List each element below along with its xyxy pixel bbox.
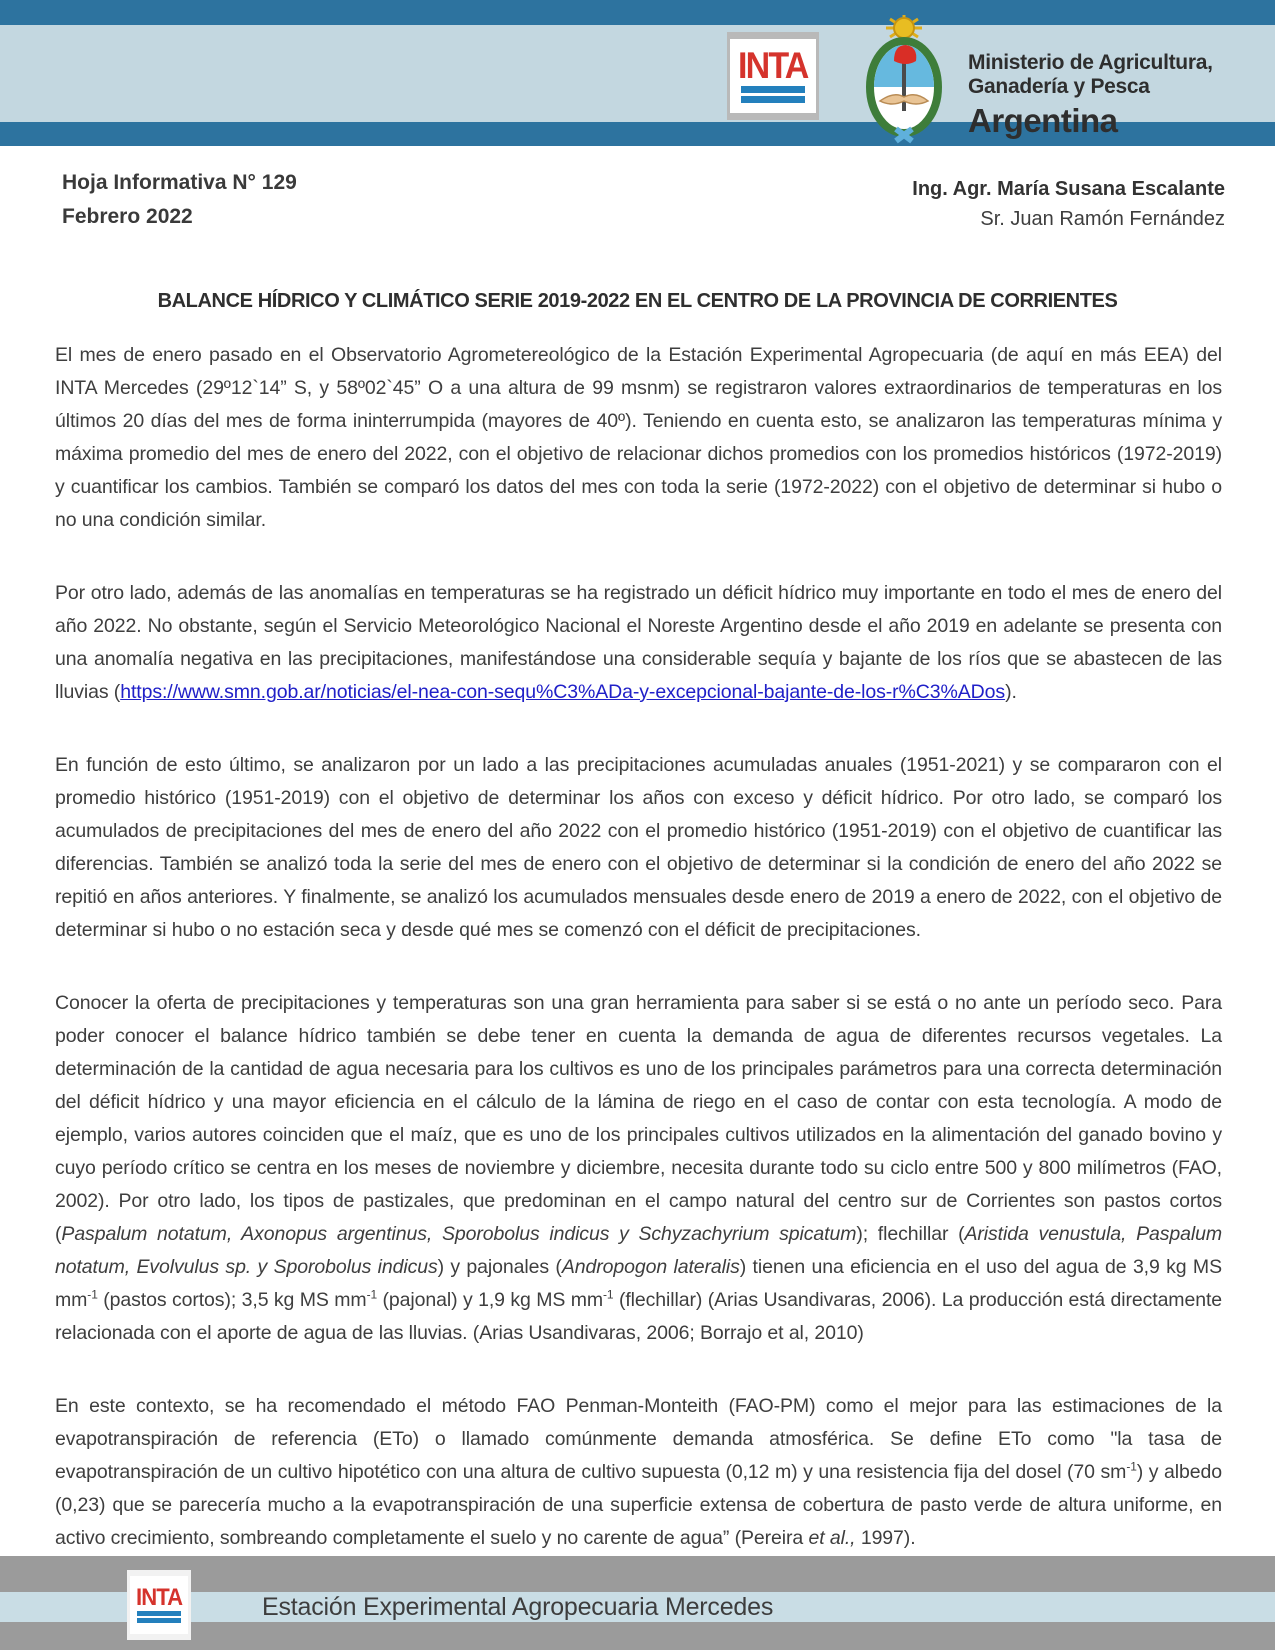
- masthead: [62, 166, 1225, 234]
- ministry-line1: Ministerio de Agricultura,: [968, 51, 1213, 74]
- inta-logo: [727, 32, 819, 120]
- superscript-exponent: -1: [87, 1287, 98, 1302]
- inta-logo-stripe: [741, 96, 805, 103]
- inta-logo-panel: [730, 39, 816, 113]
- document-title: BALANCE HÍDRICO Y CLIMÁTICO SERIE 2019-2022 EN EL CENTRO DE LA PROVINCIA DE CORRIENTES: [157, 290, 1118, 312]
- ministry-block: [968, 51, 1213, 140]
- superscript-exponent: -1: [366, 1287, 378, 1302]
- inta-logo-text: INTA: [738, 45, 808, 86]
- text-run: (pastos cortos); 3,5 kg MS mm: [97, 1289, 367, 1311]
- bulletin-number: Hoja Informativa N° 129: [62, 171, 297, 194]
- paragraph: [55, 1390, 1222, 1555]
- header-band: [0, 25, 1275, 139]
- text-run: (flechillar) (Arias Usandivaras, 2006). La producción está directamente relacionada con el aporte de agua de las lluvias. (Arias Usandivaras, 2006; Borrajo et al, 2010): [55, 1289, 1223, 1344]
- italic-text: Aristida venustula, Paspalum notatum, Evolvulus sp. y Sporobolus indicus: [55, 1223, 1222, 1278]
- author-secondary: Sr. Juan Ramón Fernández: [980, 208, 1225, 230]
- text-run: ) y albedo (0,23) que se parecería mucho a la evapotranspiración de una superficie extensa de cobertura de pasto verde de altura uniforme, en activo crecimiento, sombreando completamente el suelo y no carente de agua” (Pereira: [55, 1461, 1222, 1549]
- station-name: Estación Experimental Agropecuaria Mercedes: [262, 1593, 774, 1621]
- text-run: El mes de enero pasado en el Observatorio Agrometereológico de la Estación Experimental Agropecuaria (de aquí en más EEA) del INTA Mercedes (29º12`14” S, y 58º02`45” O a una altura de 99 msnm) se registraron valores extraordinarios de temperaturas en los últimos 20 días del mes de forma ininterrumpida (mayores de 40º). Teniendo en cuenta esto, se analizaron las temperaturas mínima y máxima promedio del mes de enero del 2022, con el objetivo de relacionar dichos promedios con los promedios históricos (1972-2019) y cuantificar los cambios. También se comparó los datos del mes con toda la serie (1972-2022) con el objetivo de determinar si hubo o no una condición similar.: [55, 344, 1222, 531]
- superscript-exponent: -1: [603, 1287, 614, 1302]
- footer: [0, 1556, 1275, 1650]
- text-run: En función de esto último, se analizaron por un lado a las precipitaciones acumuladas anuales (1951-2021) y se compararon con el promedio histórico (1951-2019) con el objetivo de determinar los años con exceso y déficit hídrico. Por otro lado, se comparó los acumulados de precipitaciones del mes de enero del año 2022 con el promedio histórico (1951-2019) con el objetivo de cuantificar las diferencias. También se analizó toda la serie del mes de enero con el objetivo de determinar si la condición de enero del año 2022 se repitió en años anteriores. Y finalmente, se analizó los acumulados mensuales desde enero de 2019 a enero de 2022, con el objetivo de determinar si hubo o no estación seca y desde qué mes se comenzó con el déficit de precipitaciones.: [55, 754, 1222, 941]
- superscript-exponent: -1: [1126, 1459, 1137, 1474]
- masthead-left: [62, 166, 297, 234]
- document-body: [55, 339, 1222, 1555]
- text-run: En este contexto, se ha recomendado el método FAO Penman-Monteith (FAO-PM) como el mejor para las estimaciones de la evapotranspiración de referencia (ETo) o llamado comúnmente demanda atmosférica. Se define ETo como "la tasa de evapotranspiración de un cultivo hipotético con una altura de cultivo supuesta (0,12 m) y una resistencia fija del dosel (70 sm: [55, 1395, 1222, 1483]
- ministry-country: Argentina: [968, 102, 1118, 139]
- text-run: ) y pajonales (: [437, 1256, 562, 1278]
- masthead-authors: [912, 174, 1225, 234]
- bulletin-date: Febrero 2022: [62, 205, 193, 228]
- text-run: (pajonal) y 1,9 kg MS mm: [377, 1289, 604, 1311]
- ministry-line2: Ganadería y Pesca: [968, 75, 1150, 98]
- inta-logo-stripe: [741, 86, 805, 93]
- text-run: Conocer la oferta de precipitaciones y temperaturas son una gran herramienta para saber si se está o no ante un período seco. Para poder conocer el balance hídrico también se debe tener en cuenta la demanda de agua de diferentes recursos vegetales. La determinación de la cantidad de agua necesaria para los cultivos es uno de los principales parámetros para una correcta determinación del déficit hídrico y una mayor eficiencia en el cálculo de la lámina de riego en el caso de contar con esta tecnología. A modo de ejemplo, varios autores coinciden que el maíz, que es uno de los principales cultivos utilizados en la alimentación del ganado bovino y cuyo período crítico se centra en los meses de noviembre y diciembre, necesita durante todo su ciclo entre 500 y 800 milímetros (FAO, 2002). Por otro lado, los tipos de pastizales, que predominan en el campo natural del centro sur de Corrientes son pastos cortos (: [55, 992, 1222, 1245]
- text-run: Por otro lado, además de las anomalías en temperaturas se ha registrado un déficit hídrico muy importante en todo el mes de enero del año 2022. No obstante, según el Servicio Meteorológico Nacional el Noreste Argentino desde el año 2019 en adelante se presenta con una anomalía negativa en las precipitaciones, manifestándose una considerable sequía y bajante de los ríos que se abastecen de las lluvias (: [55, 582, 1222, 703]
- argentina-coat-of-arms-icon: [852, 13, 956, 145]
- footer-inta-logo-stripe: [137, 1611, 181, 1616]
- footer-inta-logo-text: INTA: [135, 1584, 183, 1611]
- footer-inta-logo-panel: [130, 1576, 188, 1634]
- italic-text: Andropogon lateralis: [561, 1256, 740, 1278]
- header-top-bar: [0, 0, 1275, 25]
- text-run: ); flechillar (: [856, 1223, 965, 1245]
- paragraph: [55, 987, 1222, 1350]
- author-primary: Ing. Agr. María Susana Escalante: [912, 178, 1225, 200]
- text-run: 1997).: [855, 1527, 916, 1549]
- smn-article-link[interactable]: https://www.smn.gob.ar/noticias/el-nea-con-sequ%C3%ADa-y-excepcional-bajante-de-los-r%C3%ADos: [120, 681, 1006, 703]
- footer-inta-logo: [127, 1570, 191, 1640]
- text-run: ) tienen una eficiencia en el uso del agua de 3,9 kg MS mm: [55, 1256, 1222, 1311]
- text-run: ).: [1005, 681, 1017, 703]
- paragraph: [55, 339, 1222, 537]
- paragraph: [55, 749, 1222, 947]
- paragraph: [55, 577, 1222, 709]
- italic-text: Paspalum notatum, Axonopus argentinus, Sporobolus indicus y Schyzachyrium spicatum: [61, 1223, 857, 1245]
- footer-inta-logo-stripe: [137, 1618, 181, 1623]
- italic-text: et al.,: [808, 1527, 856, 1549]
